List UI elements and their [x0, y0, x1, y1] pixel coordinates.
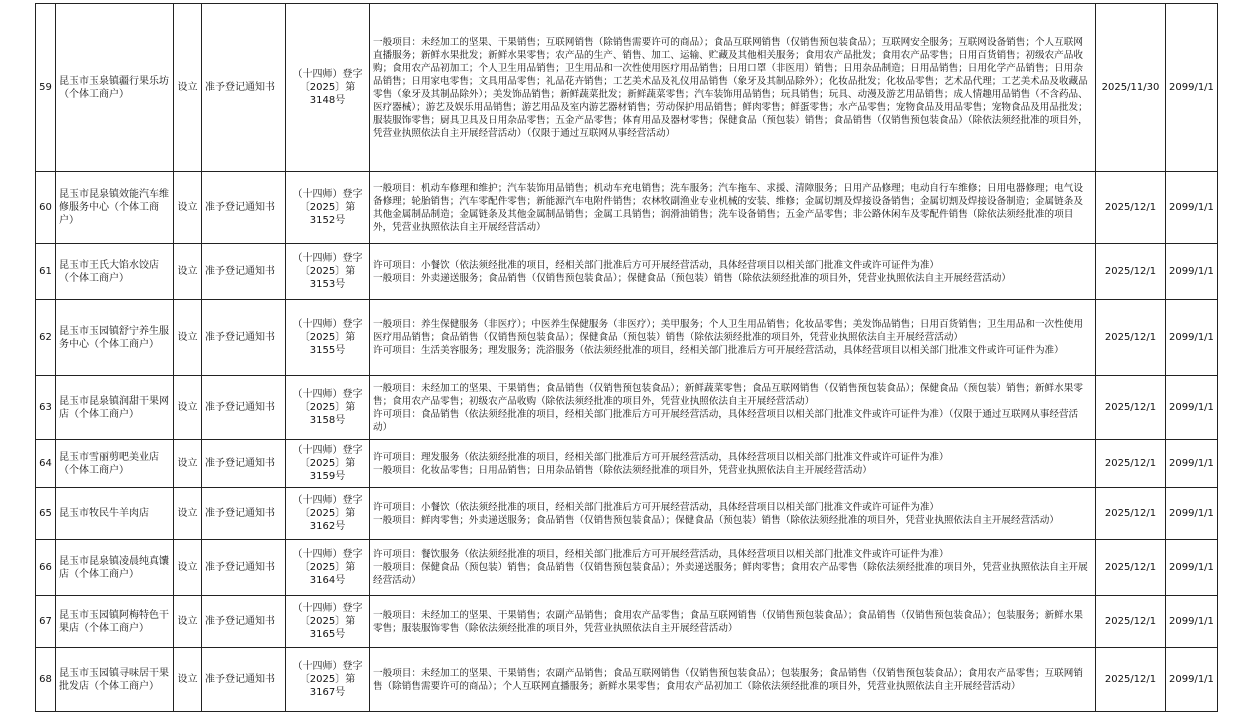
start-date: 2025/12/1 [1096, 244, 1166, 300]
business-name: 昆玉市玉园镇舒宁养生服务中心（个体工商户） [56, 300, 174, 376]
table-row [36, 540, 1218, 596]
table-row [36, 488, 1218, 540]
table-row [36, 172, 1218, 244]
start-date: 2025/12/1 [1096, 300, 1166, 376]
document-type: 准予登记通知书 [202, 376, 286, 440]
business-name: 昆玉市王氏大馅水饺店（个体工商户） [56, 244, 174, 300]
start-date: 2025/12/1 [1096, 540, 1166, 596]
registration-type: 设立 [174, 596, 202, 648]
start-date: 2025/12/1 [1096, 376, 1166, 440]
scope-text: 一般项目：未经加工的坚果、干果销售；农副产品销售；食用农产品零售；食品互联网销售（仅销售预包装食品）；食品销售（仅销售预包装食品）；包装服务；新鲜水果零售；服装服饰零售（除依法须经批准的项目外，凭营业执照依法自主开展经营活动） [373, 609, 1083, 634]
scope-text: 一般项目：未经加工的坚果、干果销售；食品销售（仅销售预包装食品）；新鲜蔬菜零售；食品互联网销售（仅销售预包装食品）；保健食品（预包装）销售；新鲜水果零售；食用农产品零售；初级农产品收购（除依法须经批准的项目外，凭营业执照依法自主开展经营活动） [373, 382, 1083, 407]
table-row [36, 376, 1218, 440]
business-name: 昆玉市牧民牛羊肉店 [56, 488, 174, 540]
registration-type: 设立 [174, 488, 202, 540]
table-row [36, 244, 1218, 300]
document-number: （十四师）登字〔2025〕第3167号 [286, 648, 370, 712]
document-number: （十四师）登字〔2025〕第3148号 [286, 4, 370, 172]
table-row [36, 300, 1218, 376]
business-scope [370, 244, 1096, 300]
row-number: 64 [36, 440, 56, 488]
business-scope [370, 172, 1096, 244]
row-number: 62 [36, 300, 56, 376]
document-type: 准予登记通知书 [202, 172, 286, 244]
end-date: 2099/1/1 [1166, 440, 1218, 488]
scope-text: 一般项目：化妆品零售；日用品销售；日用杂品销售（除依法须经批准的项目外，凭营业执照依法自主开展经营活动） [373, 464, 872, 476]
end-date: 2099/1/1 [1166, 172, 1218, 244]
end-date: 2099/1/1 [1166, 596, 1218, 648]
scope-text: 一般项目：未经加工的坚果、干果销售；农副产品销售；食品互联网销售（仅销售预包装食品）；包装服务；食品销售（仅销售预包装食品）；食用农产品零售；互联网销售（除销售需要许可的商品）；个人互联网直播服务；新鲜水果零售；食用农产品初加工（除依法须经批准的项目外，凭营业执照依法自主开展经营活动） [373, 667, 1083, 692]
document-type: 准予登记通知书 [202, 440, 286, 488]
row-number: 59 [36, 4, 56, 172]
registration-type: 设立 [174, 172, 202, 244]
end-date: 2099/1/1 [1166, 244, 1218, 300]
registration-type: 设立 [174, 4, 202, 172]
row-number: 63 [36, 376, 56, 440]
business-name: 昆玉市玉泉镇疆行果乐坊（个体工商户） [56, 4, 174, 172]
scope-text: 许可项目：小餐饮（依法须经批准的项目，经相关部门批准后方可开展经营活动，具体经营项目以相关部门批准文件或许可证件为准） [373, 259, 940, 271]
scope-text: 许可项目：食品销售（依法须经批准的项目，经相关部门批准后方可开展经营活动，具体经营项目以相关部门批准文件或许可证件为准）（仅限于通过互联网从事经营活动） [373, 408, 1079, 433]
row-number: 61 [36, 244, 56, 300]
business-name: 昆玉市玉园镇阿梅特色干果店（个体工商户） [56, 596, 174, 648]
scope-text: 许可项目：生活美容服务；理发服务；洗浴服务（依法须经批准的项目，经相关部门批准后方可开展经营活动，具体经营项目以相关部门批准文件或许可证件为准） [373, 345, 1064, 356]
scope-text: 许可项目：理发服务（依法须经批准的项目，经相关部门批准后方可开展经营活动，具体经营项目以相关部门批准文件或许可证件为准） [373, 451, 949, 463]
scope-text: 一般项目：鲜肉零售；外卖递送服务；食品销售（仅销售预包装食品）；保健食品（预包装）销售（除依法须经批准的项目外，凭营业执照依法自主开展经营活动） [373, 514, 1059, 526]
start-date: 2025/12/1 [1096, 172, 1166, 244]
scope-text: 许可项目：餐饮服务（依法须经批准的项目，经相关部门批准后方可开展经营活动，具体经营项目以相关部门批准文件或许可证件为准） [373, 549, 949, 560]
document-number: （十四师）登字〔2025〕第3162号 [286, 488, 370, 540]
document-number: （十四师）登字〔2025〕第3158号 [286, 376, 370, 440]
end-date: 2099/1/1 [1166, 648, 1218, 712]
end-date: 2099/1/1 [1166, 376, 1218, 440]
business-name: 昆玉市昆泉镇效能汽车维修服务中心（个体工商户） [56, 172, 174, 244]
document-number: （十四师）登字〔2025〕第3164号 [286, 540, 370, 596]
scope-text: 一般项目：养生保健服务（非医疗）；中医养生保健服务（非医疗）；美甲服务；个人卫生用品销售；化妆品零售；美发饰品销售；日用百货销售；卫生用品和一次性使用医疗用品销售；食品销售（仅销售预包装食品）；保健食品（预包装）销售（除依法须经批准的项目外，凭营业执照依法自主开展经营活动） [373, 319, 1083, 343]
scope-text: 一般项目：保健食品（预包装）销售；食品销售（仅销售预包装食品）；外卖递送服务；鲜肉零售；食用农产品零售（除依法须经批准的项目外，凭营业执照依法自主开展经营活动） [373, 562, 1088, 586]
business-scope [370, 376, 1096, 440]
end-date: 2099/1/1 [1166, 4, 1218, 172]
document-type: 准予登记通知书 [202, 488, 286, 540]
start-date: 2025/12/1 [1096, 648, 1166, 712]
registration-type: 设立 [174, 300, 202, 376]
business-name: 昆玉市昆泉镇润甜干果网店（个体工商户） [56, 376, 174, 440]
start-date: 2025/11/30 [1096, 4, 1166, 172]
row-number: 60 [36, 172, 56, 244]
business-name: 昆玉市雪丽剪吧美业店（个体工商户） [56, 440, 174, 488]
start-date: 2025/12/1 [1096, 488, 1166, 540]
business-scope [370, 4, 1096, 172]
end-date: 2099/1/1 [1166, 488, 1218, 540]
start-date: 2025/12/1 [1096, 440, 1166, 488]
document-type: 准予登记通知书 [202, 596, 286, 648]
scope-text: 许可项目：小餐饮（依法须经批准的项目，经相关部门批准后方可开展经营活动，具体经营项目以相关部门批准文件或许可证件为准） [373, 501, 940, 513]
document-number: （十四师）登字〔2025〕第3152号 [286, 172, 370, 244]
table-row [36, 596, 1218, 648]
document-type: 准予登记通知书 [202, 4, 286, 172]
document-number: （十四师）登字〔2025〕第3159号 [286, 440, 370, 488]
registration-table [35, 3, 1218, 712]
business-scope [370, 648, 1096, 712]
scope-text: 一般项目：未经加工的坚果、干果销售；互联网销售（除销售需要许可的商品）；食品互联网销售（仅销售预包装食品）；互联网安全服务；互联网设备销售；个人互联网直播服务；新鲜水果批发；新鲜水果零售；农产品的生产、销售、加工、运输、贮藏及其他相关服务；食用农产品批发；食用农产品零售；日用百货销售；初级农产品收购；食用农产品初加工；个人卫生用品销售；卫生用品和一次性使用医疗用品销售；日用口罩（非医用）销售；日用杂品制造；日用品销售；日用化学产品销售；日用杂品销售；日用家电零售；文具用品零售；礼品花卉销售；工艺美术品及礼仪用品销售（象牙及其制品除外）；化妆品批发；化妆品零售；艺术品代理；工艺美术品及收藏品零售（象牙及其制品除外）；美发饰品销售；新鲜蔬菜批发；新鲜蔬菜零售；汽车装饰用品销售；玩具销售；玩具、动漫及游艺用品销售；成人情趣用品销售（不含药品、医疗器械）；游艺及娱乐用品销售；游艺用品及室内游艺器材销售；劳动保护用品销售；鲜肉零售；鲜蛋零售；水产品零售；宠物食品及用品零售；宠物食品及用品批发；服装服饰零售；厨具卫具及日用杂品零售；五金产品零售；体育用品及器材零售；保健食品（预包装）销售；食品销售（仅销售预包装食品）（除依法须经批准的项目外，凭营业执照依法自主开展经营活动）（仅限于通过互联网从事经营活动） [373, 36, 1088, 139]
business-scope [370, 540, 1096, 596]
business-scope [370, 596, 1096, 648]
start-date: 2025/12/1 [1096, 596, 1166, 648]
business-scope [370, 488, 1096, 540]
document-type: 准予登记通知书 [202, 300, 286, 376]
document-type: 准予登记通知书 [202, 648, 286, 712]
registration-type: 设立 [174, 244, 202, 300]
table-row [36, 440, 1218, 488]
business-name: 昆玉市昆泉镇凌晨纯真馕店（个体工商户） [56, 540, 174, 596]
table-row [36, 648, 1218, 712]
business-scope [370, 300, 1096, 376]
end-date: 2099/1/1 [1166, 300, 1218, 376]
table-row [36, 4, 1218, 172]
scope-text: 一般项目：机动车修理和维护；汽车装饰用品销售；机动车充电销售；洗车服务；汽车拖车、求援、清障服务；日用产品修理；电动自行车维修；日用电器修理；电气设备修理；轮胎销售；汽车零配件零售；新能源汽车电附件销售；农林牧副渔业专业机械的安装、维修；金属切割及焊接设备销售；金属切割及焊接设备制造；金属链条及其他金属制品制造；金属链条及其他金属制品销售；金属工具销售；润滑油销售；洗车设备销售；五金产品零售；非公路休闲车及零配件销售（除依法须经批准的项目外，凭营业执照依法自主开展经营活动） [373, 182, 1083, 233]
end-date: 2099/1/1 [1166, 540, 1218, 596]
registration-type: 设立 [174, 648, 202, 712]
row-number: 65 [36, 488, 56, 540]
document-number: （十四师）登字〔2025〕第3165号 [286, 596, 370, 648]
row-number: 67 [36, 596, 56, 648]
document-type: 准予登记通知书 [202, 540, 286, 596]
business-name: 昆玉市玉园镇寻味居干果批发店（个体工商户） [56, 648, 174, 712]
business-scope [370, 440, 1096, 488]
document-number: （十四师）登字〔2025〕第3153号 [286, 244, 370, 300]
scope-text: 一般项目：外卖递送服务；食品销售（仅销售预包装食品）；保健食品（预包装）销售（除依法须经批准的项目外，凭营业执照依法自主开展经营活动） [373, 272, 1011, 284]
registration-type: 设立 [174, 376, 202, 440]
registration-type: 设立 [174, 540, 202, 596]
document-type: 准予登记通知书 [202, 244, 286, 300]
registration-type: 设立 [174, 440, 202, 488]
document-number: （十四师）登字〔2025〕第3155号 [286, 300, 370, 376]
row-number: 66 [36, 540, 56, 596]
row-number: 68 [36, 648, 56, 712]
